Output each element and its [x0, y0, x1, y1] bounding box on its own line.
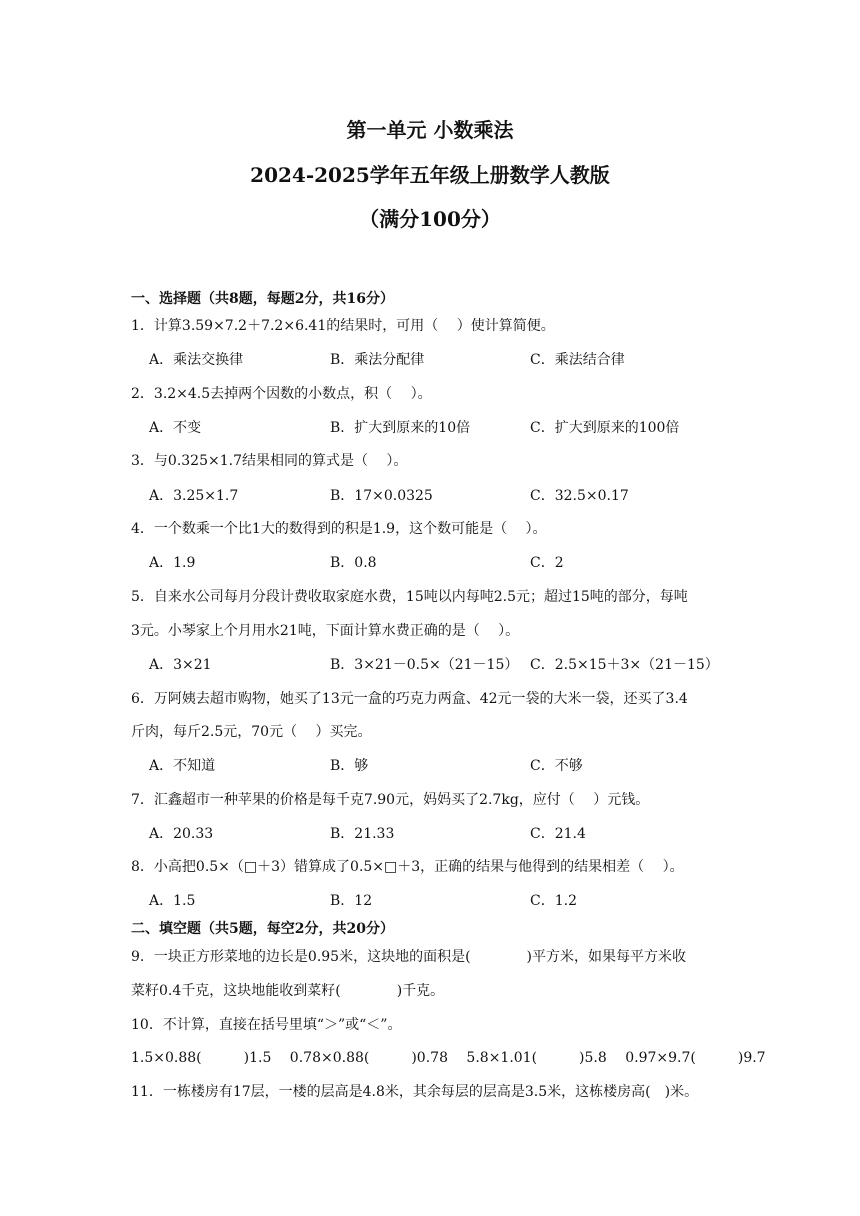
q2-option-b: B．扩大到原来的10倍 [330, 420, 471, 436]
q5-option-a: A．3×21 [149, 657, 212, 673]
q2-option-c: C．扩大到原来的100倍 [530, 420, 680, 436]
q4-option-a: A．1.9 [149, 555, 196, 571]
question-3: 3．与0.325×1.7结果相同的算式是（ ）。 [131, 453, 408, 469]
q8-option-c: C．1.2 [530, 893, 577, 909]
page-title: 第一单元 小数乘法 [346, 118, 514, 142]
q5-option-c: C．2.5×15＋3×（21－15） [530, 657, 719, 673]
question-11: 11．一栋楼房有17层，一楼的层高是4.8米，其余每层的层高是3.5米，这栋楼房高( )米。 [131, 1084, 699, 1100]
q7-option-a: A．20.33 [149, 826, 214, 842]
q7-option-c: C．21.4 [530, 826, 586, 842]
question-10: 10．不计算，直接在括号里填“＞”或“＜”。 [131, 1017, 402, 1033]
question-5-line-1: 5．自来水公司每月分段计费收取家庭水费，15吨以内每吨2.5元；超过15吨的部分，每吨 [131, 589, 688, 605]
page-subtitle: 2024-2025学年五年级上册数学人教版 [250, 163, 610, 187]
question-8: 8．小高把0.5×（□＋3）错算成了0.5×□＋3，正确的结果与他得到的结果相差（ ）。 [131, 859, 684, 875]
q4-option-c: C．2 [530, 555, 564, 571]
question-4: 4．一个数乘一个比1大的数得到的积是1.9，这个数可能是（ ）。 [131, 521, 547, 537]
question-9-line-2: 菜籽0.4千克，这块地能收到菜籽( )千克。 [131, 983, 445, 999]
q8-option-a: A．1.5 [149, 893, 196, 909]
q2-option-a: A．不变 [149, 420, 202, 436]
full-score: （满分100分） [359, 207, 501, 231]
q1-option-c: C．乘法结合律 [530, 352, 625, 368]
q7-option-b: B．21.33 [330, 826, 395, 842]
q8-option-b: B．12 [330, 893, 373, 909]
question-7: 7．汇鑫超市一种苹果的价格是每千克7.90元，妈妈买了2.7kg，应付（ ）元钱。 [131, 792, 650, 808]
q6-option-b: B．够 [330, 758, 369, 774]
q3-option-b: B．17×0.0325 [330, 488, 433, 504]
q5-option-b: B．3×21－0.5×（21－15） [330, 657, 519, 673]
q3-option-a: A．3.25×1.7 [149, 488, 239, 504]
question-6-line-2: 斤肉，每斤2.5元，70元（ ）买完。 [131, 724, 372, 740]
section-choice-heading: 一、选择题（共8题，每题2分，共16分） [131, 291, 394, 307]
q6-option-c: C．不够 [530, 758, 583, 774]
question-1: 1．计算3.59×7.2＋7.2×6.41的结果时，可用（ ）使计算简便。 [131, 318, 555, 334]
section-fill-heading: 二、填空题（共5题，每空2分，共20分） [131, 921, 394, 937]
q3-option-c: C．32.5×0.17 [530, 488, 629, 504]
question-5-line-2: 3元。小琴家上个月用水21吨，下面计算水费正确的是（ ）。 [131, 623, 520, 639]
question-2: 2．3.2×4.5去掉两个因数的小数点，积（ ）。 [131, 386, 432, 402]
q6-option-a: A．不知道 [149, 758, 216, 774]
question-9-line-1: 9．一块正方形菜地的边长是0.95米，这块地的面积是( )平方米，如果每平方米收 [131, 949, 687, 965]
question-6-line-1: 6．万阿姨去超市购物，她买了13元一盒的巧克力两盒、42元一袋的大米一袋，还买了3.4 [131, 691, 688, 707]
question-10-comparisons: 1.5×0.88( )1.5 0.78×0.88( )0.78 5.8×1.01( )5.8 0.97×9.7( )9.7 [131, 1050, 766, 1066]
q1-option-b: B．乘法分配律 [330, 352, 425, 368]
q1-option-a: A．乘法交换律 [149, 352, 244, 368]
q4-option-b: B．0.8 [330, 555, 377, 571]
